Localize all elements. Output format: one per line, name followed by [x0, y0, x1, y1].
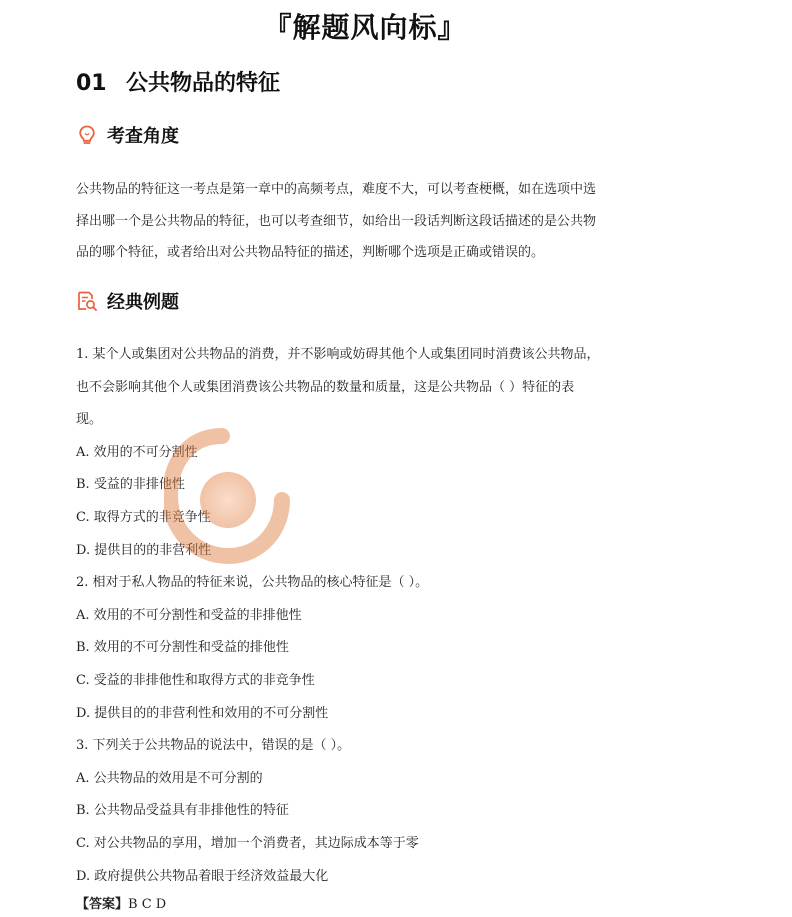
- option-text: B. 效用的不可分割性和受益的排他性: [76, 640, 289, 656]
- question-text: 1. 某个人或集团对公共物品的消费，并不影响或妨碍其他个人或集团同时消费该公共物品，: [76, 347, 600, 362]
- option-text: A. 效用的不可分割性和受益的非排他性: [76, 607, 302, 623]
- option-text: A. 效用的不可分割性: [76, 444, 198, 460]
- page-title: 『解题风向标』: [263, 11, 467, 44]
- examples-heading-label: 经典例题: [107, 292, 179, 313]
- question-text: 也不会影响其他个人或集团消费该公共物品的数量和质量，这是公共物品（ ）特征的表: [76, 379, 575, 395]
- option-text: C. 受益的非排他性和取得方式的非竞争性: [76, 672, 315, 688]
- option-text: A. 公共物品的效用是不可分割的: [76, 770, 263, 786]
- section-heading: [76, 66, 280, 97]
- paragraph-line: 择出哪一个是公共物品的特征，也可以考查细节，如给出一段话判断这段话描述的是公共物: [76, 213, 597, 229]
- angle-heading: [76, 122, 179, 148]
- examples-list: [76, 339, 676, 893]
- lightbulb-icon: [76, 124, 98, 146]
- examples-heading: [76, 288, 179, 314]
- option-text: D. 政府提供公共物品着眼于经济效益最大化: [76, 868, 329, 884]
- answer-label: 【答案】: [76, 897, 129, 912]
- question-text: 现。: [76, 412, 103, 428]
- angle-heading-label: 考查角度: [107, 126, 179, 147]
- option-text: D. 提供目的的非营利性: [76, 542, 212, 558]
- option-text: B. 受益的非排他性: [76, 477, 185, 493]
- answer-value: B C D: [128, 897, 167, 912]
- option-text: B. 公共物品受益具有非排他性的特征: [76, 803, 289, 819]
- question-text: 3. 下列关于公共物品的说法中，错误的是（ ）。: [76, 738, 351, 754]
- section-number: 01: [76, 71, 107, 96]
- paragraph-line: 公共物品的特征这一考点是第一章中的高频考点，难度不大，可以考查梗概，如在选项中选: [76, 182, 597, 197]
- document-search-icon: [76, 290, 98, 312]
- angle-paragraph: [76, 174, 666, 269]
- option-text: D. 提供目的的非营利性和效用的不可分割性: [76, 705, 329, 721]
- section-title: 公共物品的特征: [126, 71, 281, 96]
- question-text: 2. 相对于私人物品的特征来说，公共物品的核心特征是（ ）。: [76, 575, 429, 591]
- paragraph-line: 品的哪个特征，或者给出对公共物品特征的描述，判断哪个选项是正确或错误的。: [76, 245, 545, 260]
- option-text: C. 取得方式的非竞争性: [76, 509, 211, 525]
- answer-line: [76, 893, 166, 912]
- option-text: C. 对公共物品的享用，增加一个消费者，其边际成本等于零: [76, 835, 419, 851]
